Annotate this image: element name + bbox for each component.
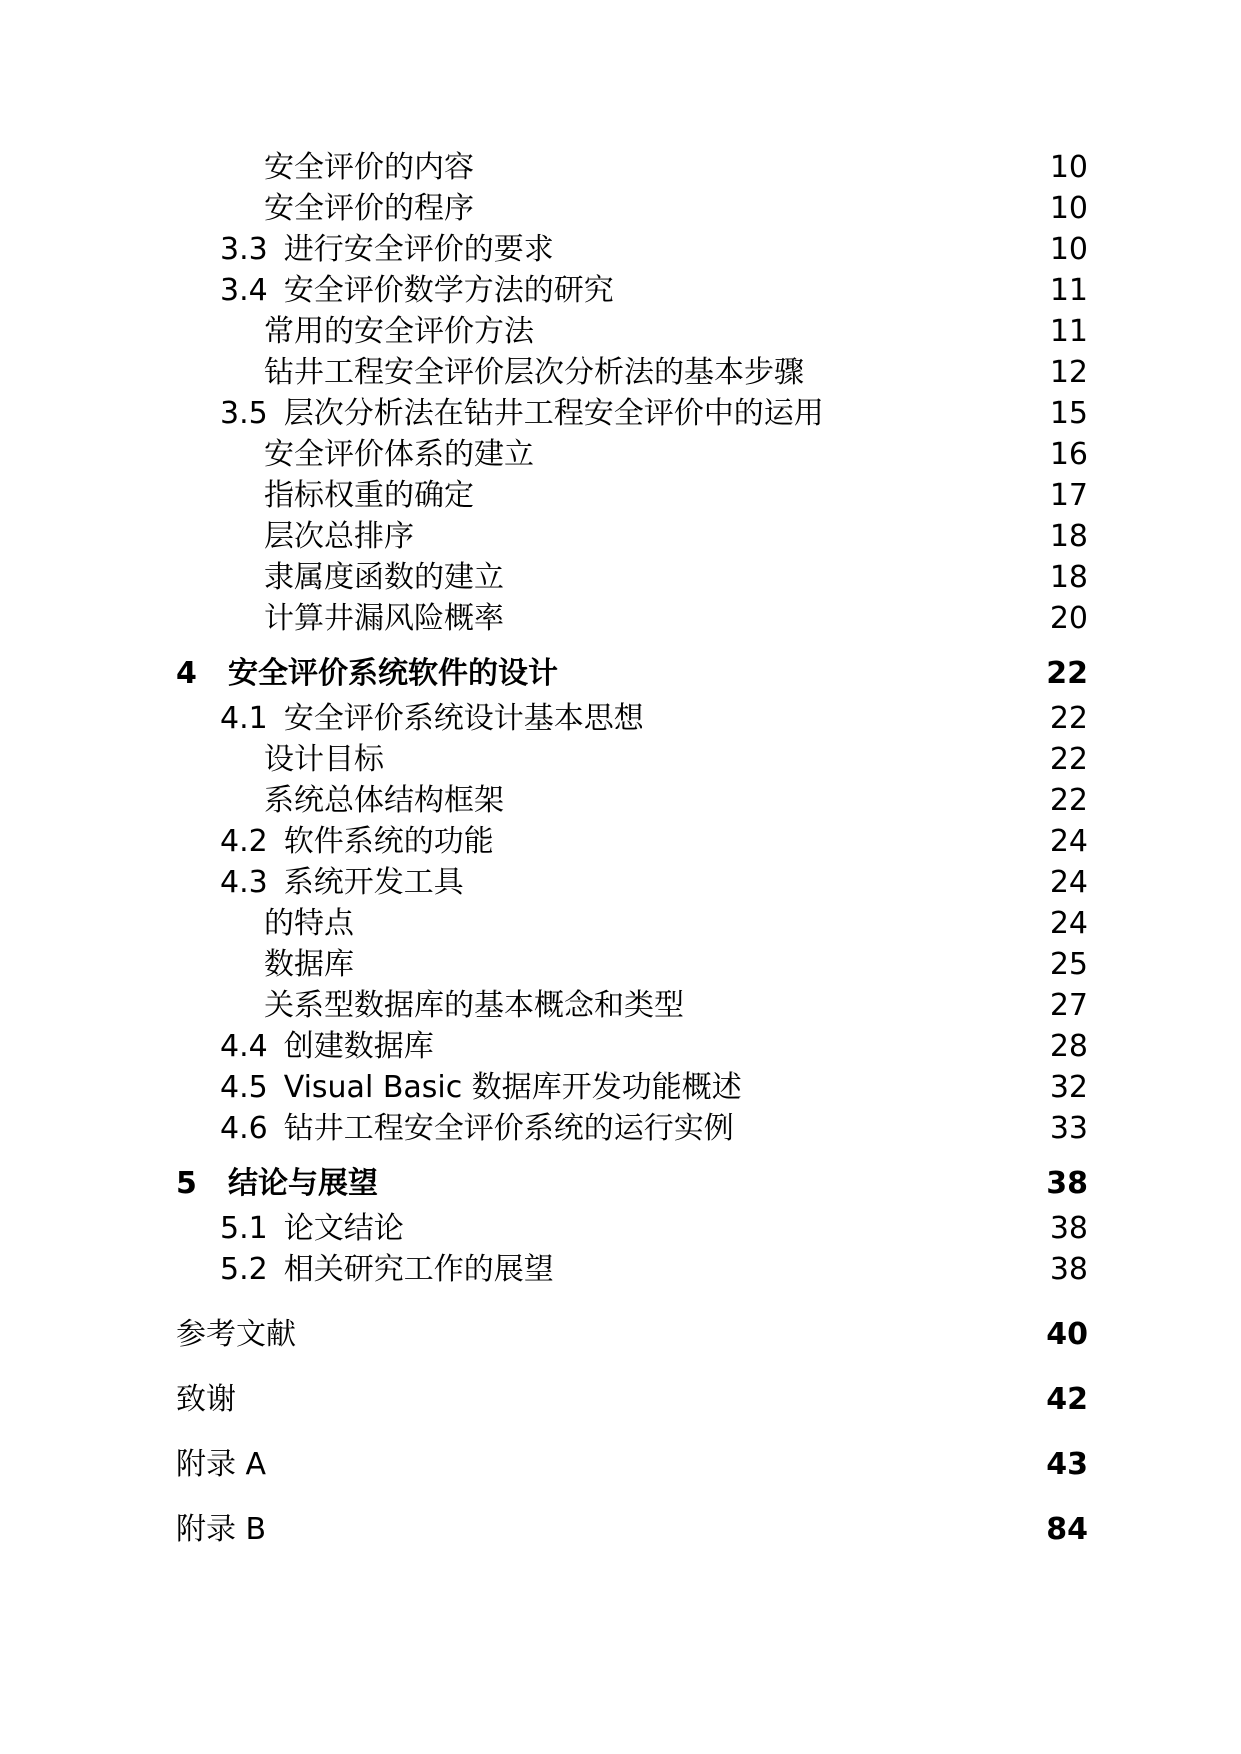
- toc-entry-number: 4.4: [220, 1029, 268, 1064]
- toc-entry-title: 安全评价系统软件的设计: [228, 656, 558, 691]
- toc-dot-leader: [382, 1192, 1044, 1193]
- toc-entry[interactable]: [176, 821, 1088, 862]
- toc-entry-number: 4.5: [220, 1070, 268, 1105]
- toc-entry-page-number: 84: [1046, 1512, 1088, 1547]
- toc-dot-leader: [388, 768, 1048, 769]
- toc-entry-title: 常用的安全评价方法: [264, 314, 534, 349]
- toc-entry-page-number: 32: [1049, 1070, 1088, 1105]
- table-of-contents: [176, 147, 1088, 1550]
- toc-entry[interactable]: [176, 653, 1088, 694]
- toc-entry-page-number: 27: [1049, 988, 1088, 1023]
- toc-entry[interactable]: [176, 985, 1088, 1026]
- toc-entry-number: 4.3: [220, 865, 268, 900]
- toc-entry-page-number: 11: [1049, 314, 1088, 349]
- toc-entry[interactable]: [176, 1067, 1088, 1108]
- toc-entry[interactable]: [176, 1314, 1088, 1355]
- toc-entry-number: 5: [176, 1166, 197, 1201]
- toc-dot-leader: [270, 1473, 1044, 1474]
- toc-dot-leader: [562, 682, 1044, 683]
- toc-entry-title: 系统开发工具: [283, 865, 464, 900]
- toc-dot-leader: [508, 586, 1048, 587]
- toc-entry-title: 数据库: [264, 947, 354, 982]
- toc-entry-page-number: 24: [1049, 906, 1088, 941]
- toc-dot-leader: [828, 422, 1048, 423]
- toc-entry-page-number: 22: [1049, 742, 1088, 777]
- toc-dot-leader: [408, 1237, 1048, 1238]
- toc-entry-page-number: 24: [1049, 865, 1088, 900]
- toc-entry-title: 系统总体结构框架: [264, 783, 504, 818]
- toc-entry-page-number: 40: [1046, 1317, 1088, 1352]
- toc-dot-leader: [746, 1096, 1048, 1097]
- toc-entry[interactable]: [176, 434, 1088, 475]
- toc-entry[interactable]: [176, 698, 1088, 739]
- toc-dot-leader: [648, 727, 1048, 728]
- toc-entry[interactable]: [176, 147, 1088, 188]
- toc-dot-leader: [538, 463, 1048, 464]
- toc-entry-page-number: 10: [1049, 150, 1088, 185]
- toc-entry-title: 安全评价系统设计基本思想: [283, 701, 644, 736]
- toc-entry-page-number: 18: [1049, 519, 1088, 554]
- toc-entry-title: 关系型数据库的基本概念和类型: [264, 988, 684, 1023]
- toc-entry-page-number: 20: [1049, 601, 1088, 636]
- toc-entry-number: 3.3: [220, 232, 268, 267]
- toc-entry-title: 附录 B: [176, 1512, 267, 1547]
- toc-dot-leader: [478, 504, 1048, 505]
- toc-entry-title: 安全评价体系的建立: [264, 437, 534, 472]
- toc-dot-leader: [688, 1014, 1048, 1015]
- toc-entry[interactable]: [176, 475, 1088, 516]
- toc-entry-title: 论文结论: [283, 1211, 404, 1246]
- toc-dot-leader: [508, 627, 1048, 628]
- toc-entry[interactable]: [176, 1163, 1088, 1204]
- toc-entry-number: 5.2: [220, 1252, 268, 1287]
- toc-entry[interactable]: [176, 557, 1088, 598]
- toc-entry[interactable]: [176, 1208, 1088, 1249]
- toc-dot-leader: [618, 299, 1048, 300]
- toc-dot-leader: [498, 850, 1048, 851]
- toc-entry[interactable]: [176, 311, 1088, 352]
- toc-entry[interactable]: [176, 1444, 1088, 1485]
- toc-entry-title: 计算井漏风险概率: [264, 601, 504, 636]
- toc-entry[interactable]: [176, 903, 1088, 944]
- toc-entry-page-number: 22: [1049, 783, 1088, 818]
- toc-dot-leader: [438, 1055, 1048, 1056]
- toc-dot-leader: [468, 891, 1048, 892]
- toc-entry[interactable]: [176, 739, 1088, 780]
- toc-entry[interactable]: [176, 1249, 1088, 1290]
- toc-entry-page-number: 38: [1049, 1211, 1088, 1246]
- toc-entry[interactable]: [176, 393, 1088, 434]
- toc-entry-title: 钻井工程安全评价层次分析法的基本步骤: [264, 355, 804, 390]
- toc-entry-page-number: 38: [1049, 1252, 1088, 1287]
- toc-entry-title: 安全评价数学方法的研究: [283, 273, 614, 308]
- toc-dot-leader: [358, 932, 1048, 933]
- toc-entry-page-number: 22: [1046, 656, 1088, 691]
- toc-dot-leader: [478, 176, 1048, 177]
- toc-entry-number: 5.1: [220, 1211, 268, 1246]
- toc-dot-leader: [808, 381, 1048, 382]
- toc-entry-number: 4.1: [220, 701, 268, 736]
- toc-entry-number: 4: [176, 656, 197, 691]
- toc-entry-page-number: 10: [1049, 232, 1088, 267]
- toc-entry-title: 附录 A: [176, 1447, 267, 1482]
- toc-entry-title: 安全评价的程序: [264, 191, 474, 226]
- toc-entry-title: 安全评价的内容: [264, 150, 474, 185]
- toc-dot-leader: [478, 217, 1048, 218]
- toc-entry-title: Visual Basic 数据库开发功能概述: [283, 1070, 742, 1105]
- toc-dot-leader: [508, 809, 1048, 810]
- toc-entry[interactable]: [176, 1026, 1088, 1067]
- toc-entry[interactable]: [176, 229, 1088, 270]
- toc-entry-title: 隶属度函数的建立: [264, 560, 504, 595]
- toc-dot-leader: [418, 545, 1048, 546]
- toc-entry[interactable]: [176, 1509, 1088, 1550]
- toc-entry-page-number: 33: [1049, 1111, 1088, 1146]
- toc-entry[interactable]: [176, 862, 1088, 903]
- toc-entry-page-number: 42: [1046, 1382, 1088, 1417]
- toc-entry-number: 4.6: [220, 1111, 268, 1146]
- toc-entry[interactable]: [176, 780, 1088, 821]
- toc-entry-title: 相关研究工作的展望: [283, 1252, 554, 1287]
- toc-entry-title: 结论与展望: [228, 1166, 378, 1201]
- toc-entry-title: 层次总排序: [264, 519, 414, 554]
- toc-entry-title: 参考文献: [176, 1317, 296, 1352]
- toc-entry[interactable]: [176, 188, 1088, 229]
- toc-entry[interactable]: [176, 944, 1088, 985]
- toc-entry-page-number: 17: [1049, 478, 1088, 513]
- toc-entry-page-number: 12: [1049, 355, 1088, 390]
- toc-entry-page-number: 22: [1049, 701, 1088, 736]
- toc-dot-leader: [240, 1408, 1044, 1409]
- toc-entry-title: 指标权重的确定: [264, 478, 474, 513]
- toc-entry-page-number: 10: [1049, 191, 1088, 226]
- toc-dot-leader: [558, 258, 1048, 259]
- toc-entry[interactable]: [176, 1379, 1088, 1420]
- toc-dot-leader: [538, 340, 1048, 341]
- toc-entry-number: 3.5: [220, 396, 268, 431]
- toc-entry-title: 设计目标: [264, 742, 384, 777]
- toc-entry-page-number: 15: [1049, 396, 1088, 431]
- toc-entry[interactable]: [176, 352, 1088, 393]
- toc-entry[interactable]: [176, 1108, 1088, 1149]
- toc-entry-number: 4.2: [220, 824, 268, 859]
- toc-entry-title: 层次分析法在钻井工程安全评价中的运用: [283, 396, 824, 431]
- toc-entry-title: 创建数据库: [283, 1029, 434, 1064]
- toc-dot-leader: [558, 1278, 1048, 1279]
- toc-entry-page-number: 28: [1049, 1029, 1088, 1064]
- toc-entry[interactable]: [176, 516, 1088, 557]
- toc-entry[interactable]: [176, 598, 1088, 639]
- toc-entry-title: 钻井工程安全评价系统的运行实例: [283, 1111, 734, 1146]
- toc-entry-page-number: 16: [1049, 437, 1088, 472]
- toc-entry-number: 3.4: [220, 273, 268, 308]
- toc-dot-leader: [358, 973, 1048, 974]
- toc-entry-page-number: 38: [1046, 1166, 1088, 1201]
- toc-entry-title: 致谢: [176, 1382, 236, 1417]
- toc-entry-page-number: 18: [1049, 560, 1088, 595]
- toc-entry[interactable]: [176, 270, 1088, 311]
- toc-entry-page-number: 43: [1046, 1447, 1088, 1482]
- toc-entry-title: 的特点: [264, 906, 354, 941]
- toc-entry-title: 进行安全评价的要求: [283, 232, 554, 267]
- toc-dot-leader: [300, 1343, 1044, 1344]
- toc-dot-leader: [738, 1137, 1048, 1138]
- toc-entry-page-number: 25: [1049, 947, 1088, 982]
- toc-entry-page-number: 24: [1049, 824, 1088, 859]
- toc-entry-title: 软件系统的功能: [283, 824, 494, 859]
- toc-entry-page-number: 11: [1049, 273, 1088, 308]
- toc-dot-leader: [270, 1538, 1044, 1539]
